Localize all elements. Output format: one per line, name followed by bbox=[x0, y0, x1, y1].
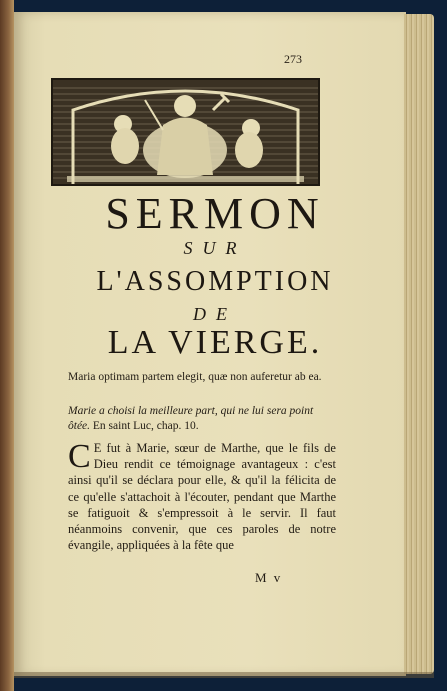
signature-mark: M v bbox=[255, 570, 283, 585]
drop-cap: C bbox=[68, 438, 91, 475]
page-bottom-shadow bbox=[14, 672, 434, 678]
epigraph-french-text: Marie a choisi la meilleure part, qui ne lui sera point ôtée. bbox=[68, 405, 314, 432]
title-assomption: L'ASSOMPTION bbox=[96, 266, 334, 297]
epigraph-french bbox=[68, 404, 338, 434]
engraved-vignette bbox=[51, 78, 320, 186]
title-la-vierge: LA VIERGE. bbox=[107, 324, 323, 361]
epigraph-latin: Maria optimam partem elegit, quæ non auferetur ab ea. bbox=[68, 371, 322, 383]
epigraph-reference: En saint Luc, chap. 10. bbox=[92, 420, 199, 432]
title-de: DE bbox=[193, 304, 237, 324]
vignette-illustration-icon bbox=[53, 80, 318, 184]
title-sermon: SERMON bbox=[105, 189, 325, 238]
body-text: E fut à Marie, sœur de Marthe, que le fils de Dieu rendit ce témoignage avantageux : c'est ainsi qu'il se déclara pour elle, & qu'il la félicita de ce qu'elle s'attachoit à l'écouter, pendant que Marthe se fatiguoit & s'empressoit à le servir. Il faut néanmoins convenir, que ces paroles de notre évangile, appliquées à la fête que bbox=[68, 441, 336, 553]
book-spine-edge bbox=[0, 0, 14, 691]
page-number: 273 bbox=[284, 52, 302, 66]
title-sur: SUR bbox=[183, 238, 247, 258]
page-stack-edge bbox=[404, 14, 434, 674]
sermon-body bbox=[68, 440, 336, 553]
